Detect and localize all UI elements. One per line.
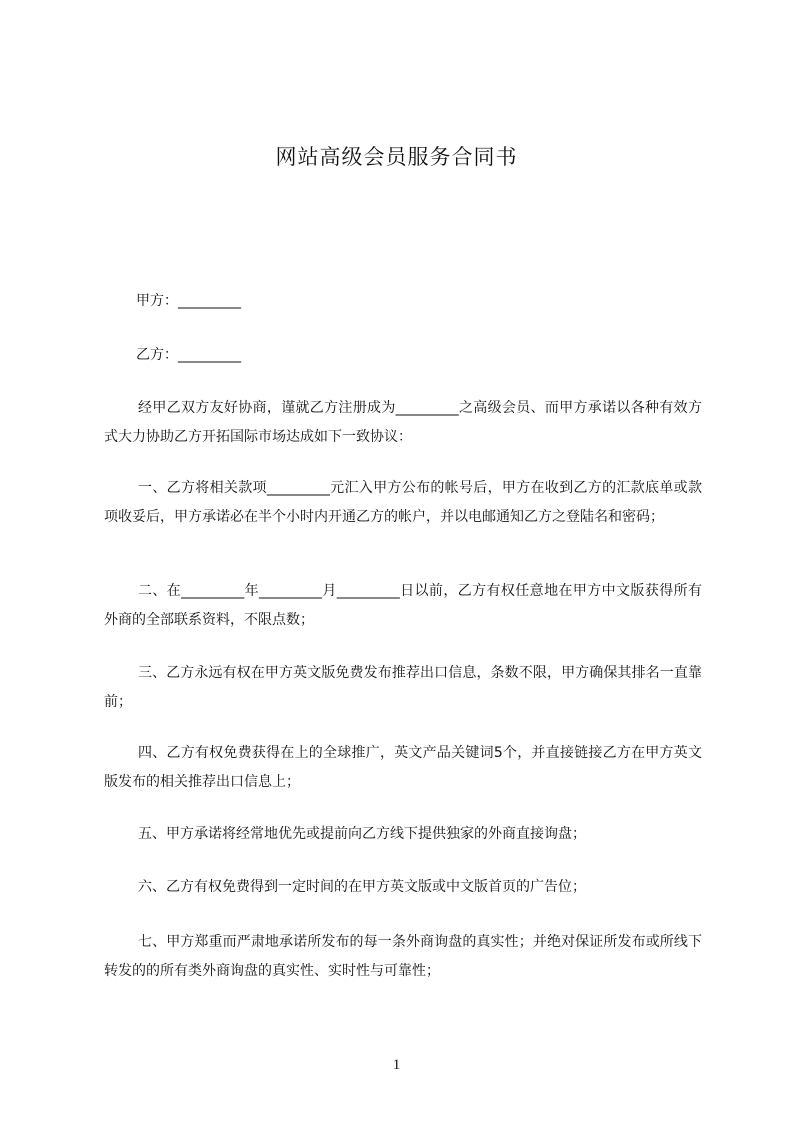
document-title: 网站高级会员服务合同书 <box>275 145 518 169</box>
clause-5: 五、甲方承诺将经常地优先或提前向乙方线下提供独家的外商直接询盘； <box>138 826 586 842</box>
clause-1: 一、乙方将相关款项_________元汇入甲方公布的帐号后，甲方在收到乙方的汇款底单或款项收妥后，甲方承诺必在半个小时内开通乙方的帐户，并以电邮通知乙方之登陆名和密码； <box>104 480 702 525</box>
preamble-paragraph: 经甲乙双方友好协商，谨就乙方注册成为_________之高级会员、而甲方承诺以各种有效方式大力协助乙方开拓国际市场达成如下一致协议： <box>104 400 702 445</box>
clause-3: 三、乙方永远有权在甲方英文版免费发布推荐出口信息，条数不限，甲方确保其排名一直靠前； <box>104 665 702 710</box>
party-a-line: 甲方：_________ <box>136 293 241 309</box>
page-number: 1 <box>392 1057 401 1073</box>
clause-4: 四、乙方有权免费获得在上的全球推广，英文产品关键词5个，并直接链接乙方在甲方英文版发布的相关推荐出口信息上； <box>104 745 702 790</box>
party-b-line: 乙方：_________ <box>136 347 241 363</box>
clause-6: 六、乙方有权免费得到一定时间的在甲方英文版或中文版首页的广告位； <box>138 879 586 895</box>
clause-7: 七、甲方郑重而严肃地承诺所发布的每一条外商询盘的真实性；并绝对保证所发布或所线下转发的的所有类外商询盘的真实性、实时性与可靠性； <box>104 934 702 979</box>
clause-2: 二、在_________年_________月_________日以前，乙方有权任意地在甲方中文版获得所有外商的全部联系资料，不限点数； <box>104 583 702 628</box>
